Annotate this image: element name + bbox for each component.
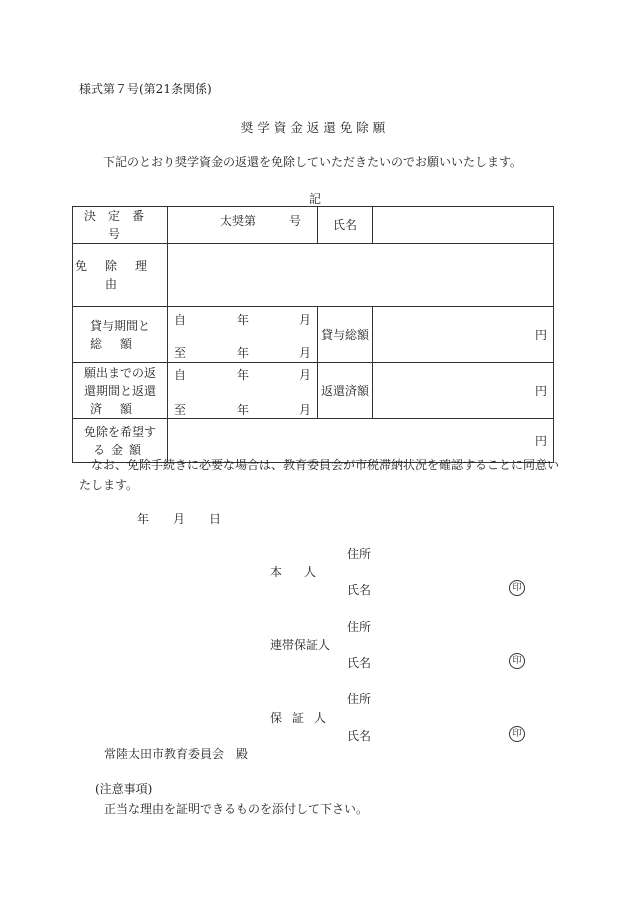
repayment-label-1: 願出までの返 [83,365,156,380]
guarantor-address-label: 住所 [347,692,372,706]
loan-total-label: 貸与総額 [318,307,373,363]
exemption-reason-field[interactable] [168,244,554,307]
guarantor-role: 保証人 [270,711,337,725]
year-mark: 年 [237,346,250,360]
loan-period-label [73,307,168,363]
form-number: 様式第７号(第21条関係) [79,82,212,96]
repayment-label-3: 済額 [89,401,150,416]
repay-to [174,401,311,418]
day-mark: 日 [209,512,222,526]
seal-icon: 印 [509,580,525,596]
consent-text: なお、免除手続きに必要な場合は、教育委員会が市税滞納状況を確認することに同意いたします。 [79,458,560,492]
date-line[interactable] [137,510,245,527]
year-mark: 年 [137,512,150,526]
guarantor-name-label: 氏名 [347,729,372,743]
addressee: 常陸太田市教育委員会 殿 [104,747,249,761]
table-row [73,307,554,363]
to-mark: 至 [174,403,187,417]
loan-total-field[interactable] [373,307,554,363]
table-row [73,363,554,419]
form-title: 奨学資金返還免除願 [240,120,390,135]
decision-number-label: 決定番号 [73,207,168,244]
month-mark: 月 [298,313,311,327]
repayment-label-2: 還期間と返還 [83,383,156,398]
to-mark: 至 [174,346,187,360]
yen-unit: 円 [534,434,547,448]
requested-amount-label-2: る金額 [92,442,147,457]
loan-period-field[interactable] [168,307,318,363]
month-mark: 月 [298,368,311,382]
exemption-reason-label: 免除理由 [73,244,168,307]
decision-prefix: 太奨第 [220,214,257,228]
month-mark: 月 [173,512,186,526]
table-row [73,244,554,307]
self-name-label: 氏名 [347,583,372,597]
loan-period-label-1: 貸与期間と [89,318,150,333]
year-mark: 年 [237,403,250,417]
from-mark: 自 [174,313,187,327]
repaid-amount-label: 返還済額 [318,363,373,419]
self-address-label: 住所 [347,547,372,561]
joint-role: 連帯保証人 [270,638,331,652]
decision-number-field[interactable] [168,207,318,244]
seal-icon: 印 [509,653,525,669]
year-mark: 年 [237,313,250,327]
from-mark: 自 [174,368,187,382]
notes-heading: (注意事項) [95,782,153,796]
intro-text: 下記のとおり奨学資金の返還を免除していただきたいのでお願いいたします。 [103,155,523,169]
application-table [72,206,554,463]
loan-to [174,344,311,361]
month-mark: 月 [298,346,311,360]
loan-from [174,311,311,328]
notes-body: 正当な理由を証明できるものを添付して下さい。 [104,802,369,816]
repayment-period-field[interactable] [168,363,318,419]
requested-amount-label-1: 免除を希望す [83,424,156,439]
self-role: 本人 [270,565,339,579]
seal-icon: 印 [509,726,525,742]
name-field[interactable] [373,207,554,244]
ki-heading: 記 [308,192,321,206]
year-mark: 年 [237,368,250,382]
repayment-label [73,363,168,419]
yen-unit: 円 [534,384,547,398]
name-label: 氏名 [318,207,373,244]
yen-unit: 円 [534,328,547,342]
decision-suffix: 号 [289,214,302,228]
month-mark: 月 [298,403,311,417]
loan-period-label-2: 総額 [89,336,150,351]
table-row [73,207,554,244]
joint-address-label: 住所 [347,620,372,634]
repaid-amount-field[interactable] [373,363,554,419]
joint-name-label: 氏名 [347,656,372,670]
repay-from [174,366,311,383]
